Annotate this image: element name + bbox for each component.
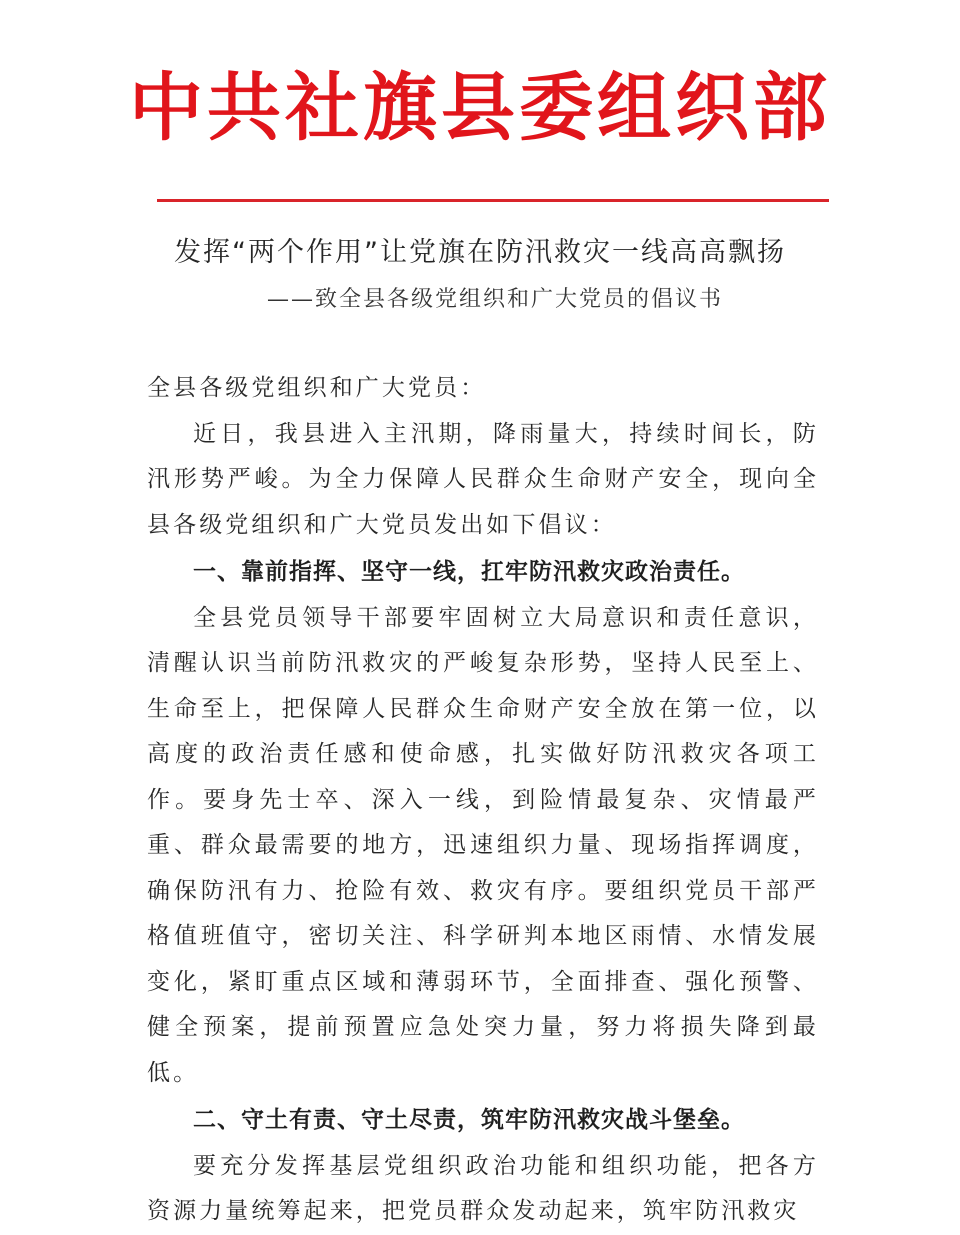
document-body	[147, 366, 819, 1235]
letterhead-title: 中共社旗县委组织部	[129, 65, 831, 151]
document-subtitle: ——致全县各级党组织和广大党员的倡议书	[266, 287, 723, 312]
section-1-paragraph: 全县党员领导干部要牢固树立大局意识和责任意识，清醒认识当前防汛救灾的严峻复杂形势，坚持人民至上、生命至上，把保障人民群众生命财产安全放在第一位，以高度的政治责任感和使命感，扎实做好防汛救灾各项工作。要身先士卒、深入一线，到险情最复杂、灾情最严重、群众最需要的地方，迅速组织力量、现场指挥调度，确保防汛有力、抢险有效、救灾有序。要组织党员干部严格值班值守，密切关注、科学研判本地区雨情、水情发展变化，紧盯重点区域和薄弱环节，全面排查、强化预警、健全预案，提前预置应急处突力量，努力将损失降到最低。	[147, 604, 819, 1086]
salutation: 全县各级党组织和广大党员：	[147, 375, 487, 401]
document-title: 发挥“两个作用”让党旗在防汛救灾一线高高飘扬	[174, 237, 786, 268]
section-2-paragraph: 要充分发挥基层党组织政治功能和组织功能，把各方资源力量统筹起来，把党员群众发动起来，筑牢防汛救灾	[147, 1152, 819, 1224]
section-2-heading: 二、守土有责、守土尽责，筑牢防汛救灾战斗堡垒。	[193, 1107, 745, 1133]
section-1-heading: 一、靠前指挥、坚守一线，扛牢防汛救灾政治责任。	[193, 559, 745, 585]
letterhead	[0, 58, 960, 158]
intro-paragraph: 近日，我县进入主汛期，降雨量大，持续时间长，防汛形势严峻。为全力保障人民群众生命财产安全，现向全县各级党组织和广大党员发出如下倡议：	[147, 420, 819, 538]
red-divider-line	[157, 199, 829, 202]
